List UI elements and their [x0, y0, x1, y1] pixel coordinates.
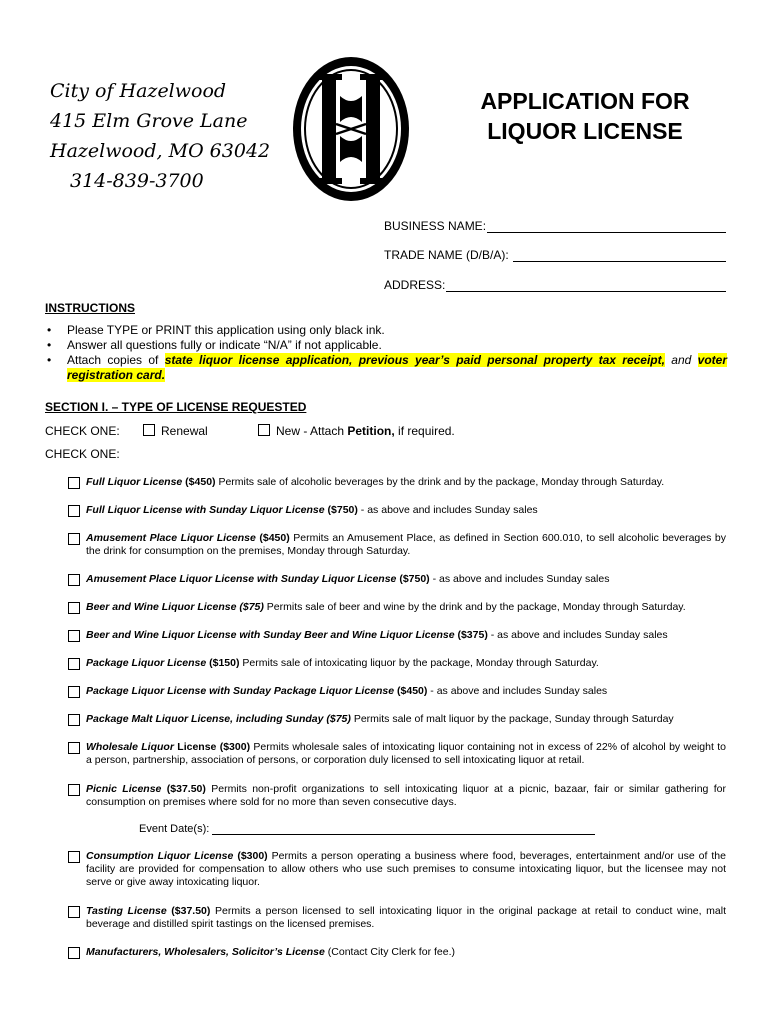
full-sunday-checkbox[interactable]	[68, 505, 80, 517]
trade-name-label: TRADE NAME (D/B/A):	[384, 248, 509, 262]
check-one-row: CHECK ONE: Renewal New - Attach Petition, if required.	[45, 424, 455, 438]
title-line-2: LIQUOR LICENSE	[487, 118, 683, 144]
license-option-manufacturers: Manufacturers, Wholesalers, Solicitor’s License (Contact City Clerk for fee.)	[68, 946, 726, 959]
city-address	[50, 76, 270, 196]
consumption-checkbox[interactable]	[68, 851, 80, 863]
license-option-package-sunday: Package Liquor License with Sunday Package Liquor License ($450) - as above and includes Sunday sales	[68, 685, 726, 698]
renewal-label: Renewal	[161, 424, 208, 438]
attach-highlight-1: state liquor license application, previous year’s paid personal property tax receipt,	[164, 353, 665, 367]
address-field[interactable]	[384, 278, 726, 292]
license-option-beer-wine: Beer and Wine Liquor License ($75) Permits sale of beer and wine by the drink and by the package, Monday through Saturday.	[68, 601, 726, 614]
city-logo	[292, 56, 410, 202]
full-liquor-checkbox[interactable]	[68, 477, 80, 489]
license-option-full: Full Liquor License ($450) Permits sale of alcoholic beverages by the drink and by the package, Monday through Saturday.	[68, 476, 726, 489]
address-label: ADDRESS:	[384, 278, 446, 292]
package-sunday-checkbox[interactable]	[68, 686, 80, 698]
instructions-list	[45, 323, 727, 383]
event-date-field[interactable]	[139, 822, 595, 835]
city-phone: 314-839-3700	[70, 170, 204, 192]
new-petition-checkbox[interactable]	[258, 424, 270, 436]
license-option-tasting: Tasting License ($37.50) Permits a person licensed to sell intoxicating liquor in the original package at retail to conduct wine, malt beverage and distilled spirit tastings on the licensed premises.	[68, 905, 726, 931]
picnic-checkbox[interactable]	[68, 784, 80, 796]
license-option-package: Package Liquor License ($150) Permits sale of intoxicating liquor by the package, Monday through Saturday.	[68, 657, 726, 670]
license-option-amusement-sunday: Amusement Place Liquor License with Sunday Liquor License ($750) - as above and includes Sunday sales	[68, 573, 726, 586]
instruction-item: • Answer all questions fully or indicate “N/A” if not applicable.	[45, 338, 727, 353]
manufacturers-checkbox[interactable]	[68, 947, 80, 959]
instruction-item-attach: • Attach copies of state liquor license application, previous year’s paid personal property tax receipt, and voter registration card.	[45, 353, 727, 383]
section-1-heading: SECTION I. – TYPE OF LICENSE REQUESTED	[45, 400, 307, 414]
business-name-field[interactable]	[384, 219, 726, 233]
wholesale-checkbox[interactable]	[68, 742, 80, 754]
business-name-label: BUSINESS NAME:	[384, 219, 487, 233]
license-option-amusement: Amusement Place Liquor License ($450) Permits an Amusement Place, as defined in Section 600.010, to sell alcoholic beverages by the drink for consumption on the premises, Monday through Saturday.	[68, 532, 726, 558]
check-one-label-2: CHECK ONE:	[45, 447, 120, 461]
address-input[interactable]	[446, 278, 726, 292]
license-option-package-malt: Package Malt Liquor License, including Sunday ($75) Permits sale of malt liquor by the package, Sunday through Saturday	[68, 713, 726, 726]
license-option-consumption: Consumption Liquor License ($300) Permits a person operating a business where food, beverages, entertainment and/or use of the facility are provided for compensation to allow others who use such premises to consume intoxicating liquor, but the licensee may not serve or give away intoxicating liquor.	[68, 850, 726, 889]
petition-label: Petition,	[347, 424, 395, 438]
form-title	[450, 86, 720, 146]
city-name: City of Hazelwood	[50, 80, 227, 102]
event-date-input[interactable]	[212, 822, 595, 835]
amusement-checkbox[interactable]	[68, 533, 80, 545]
title-line-1: APPLICATION FOR	[480, 88, 690, 114]
attach-highlight-2: voter registration card.	[67, 353, 727, 382]
package-checkbox[interactable]	[68, 658, 80, 670]
event-date-label: Event Date(s):	[139, 823, 210, 835]
license-option-picnic: Picnic License ($37.50) Permits non-profit organizations to sell intoxicating liquor at a picnic, bazaar, fair or similar gathering for consumption on premises where sold for no more than seven consecutive days.	[68, 783, 726, 809]
license-option-full-sunday: Full Liquor License with Sunday Liquor License ($750) - as above and includes Sunday sales	[68, 504, 726, 517]
license-option-wholesale: Wholesale Liquor License ($300) Permits wholesale sales of intoxicating liquor containing not in excess of 22% of alcohol by weight to a person, partnership, association of persons, or corporation duly licensed to sell intoxicating liquor at retail.	[68, 741, 726, 767]
amusement-sunday-checkbox[interactable]	[68, 574, 80, 586]
package-malt-checkbox[interactable]	[68, 714, 80, 726]
check-one-label: CHECK ONE:	[45, 424, 120, 438]
trade-name-input[interactable]	[513, 248, 726, 262]
beer-wine-sunday-checkbox[interactable]	[68, 630, 80, 642]
license-option-beer-wine-sunday: Beer and Wine Liquor License with Sunday Beer and Wine Liquor License ($375) - as above and includes Sunday sales	[68, 629, 726, 642]
beer-wine-checkbox[interactable]	[68, 602, 80, 614]
city-street: 415 Elm Grove Lane	[50, 110, 248, 132]
instruction-item: • Please TYPE or PRINT this application using only black ink.	[45, 323, 727, 338]
trade-name-field[interactable]	[384, 248, 726, 262]
instructions-heading: INSTRUCTIONS	[45, 301, 135, 315]
business-name-input[interactable]	[487, 219, 726, 233]
city-state-zip: Hazelwood, MO 63042	[50, 140, 271, 162]
renewal-checkbox[interactable]	[143, 424, 155, 436]
tasting-checkbox[interactable]	[68, 906, 80, 918]
